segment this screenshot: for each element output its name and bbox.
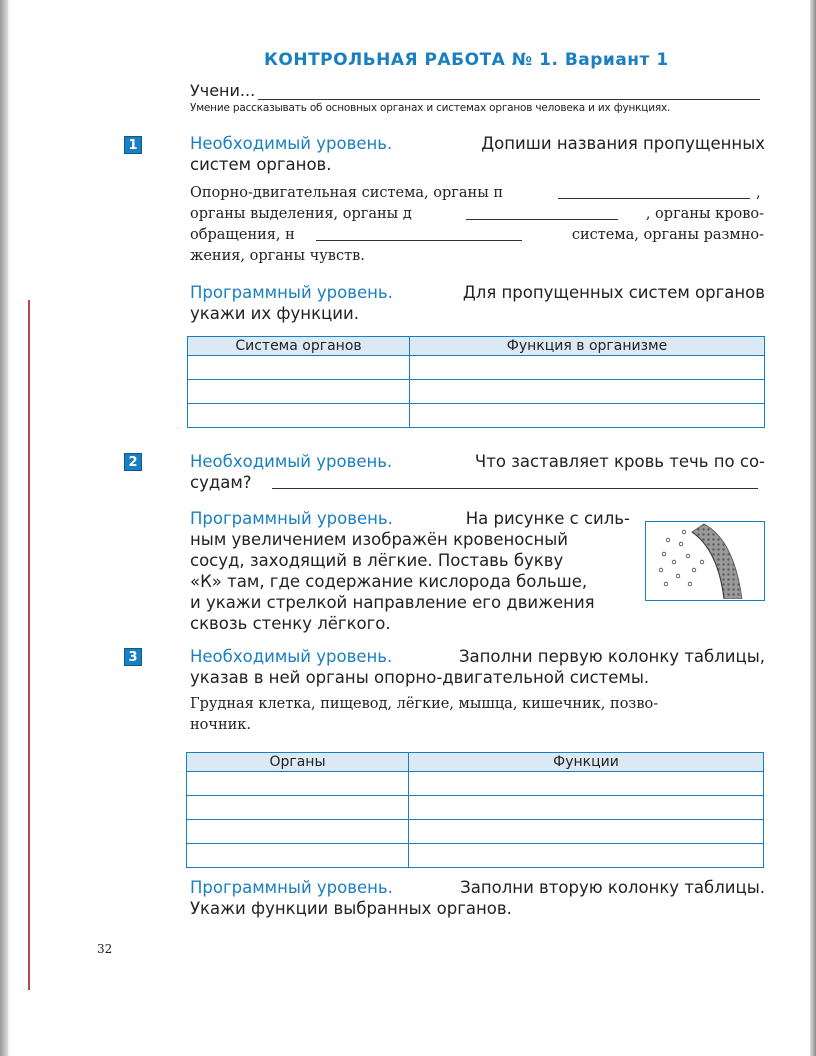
fill-text: органы выделения, органы д [190,206,412,222]
column-header: Функции [409,753,764,772]
task-text: систем органов. [190,155,332,174]
task-text: Заполни вторую колонку таблицы. [460,878,765,897]
binding-shadow [0,0,8,1056]
task-number-badge: 3 [124,648,142,666]
task-2-program [190,508,630,634]
task-3-program [190,877,765,919]
table-cell[interactable] [187,820,409,844]
task-text: указав в ней органы опорно-двигательной системы. [190,668,650,687]
level-label: Программный уровень. [190,878,393,897]
margin-rule [28,300,30,990]
organ-list-text: Грудная клетка, пищевод, лёгкие, мышца, кишечник, позво- [190,696,659,712]
table-row [188,380,765,404]
task-text: сквозь стенку лёгкого. [190,614,391,633]
fill-text: система, органы размно- [571,227,764,243]
table-cell[interactable] [409,820,764,844]
fill-text: жения, органы чувств. [190,248,365,264]
task-text: сосуд, заходящий в лёгкие. Поставь букву [190,551,564,570]
table-row [187,796,764,820]
task-text: ным увеличением изображён кровеносный [190,530,568,549]
task-1-program [190,282,765,324]
column-header: Система органов [188,337,410,356]
fill-text: обращения, н [190,227,295,243]
task-text: судам? [190,473,252,492]
task-1-table [187,336,765,428]
blank-line[interactable] [316,240,522,241]
fill-text: , органы крово- [645,206,764,222]
level-label: Необходимый уровень. [190,452,393,471]
task-3-basic [190,646,765,688]
task-3-organ-list [190,694,768,736]
level-label: Программный уровень. [190,509,393,528]
column-header: Функция в организме [410,337,765,356]
student-label: Учени... [190,81,256,100]
table-row [187,772,764,796]
table-cell[interactable] [410,356,765,380]
page-edge-shadow [810,0,816,1056]
task-text: Что заставляет кровь течь по со- [474,452,765,471]
task-text: На рисунке с силь- [465,509,630,528]
table-cell[interactable] [409,796,764,820]
table-cell[interactable] [409,844,764,868]
task-number-badge: 1 [124,136,142,154]
blank-line[interactable] [466,219,618,220]
task-1-basic [190,133,765,175]
task-1-fill-text: Опорно-двигательная система, органы п , органы выделения, органы д , органы крово- обращения, н система, органы размно- жения, органы чувств. [190,183,768,267]
level-label: Необходимый уровень. [190,647,393,666]
table-row [188,356,765,380]
answer-line[interactable] [272,488,758,489]
task-text: Заполни первую колонку таблицы, [458,647,765,666]
task-3-table [186,752,764,868]
table-cell[interactable] [410,380,765,404]
table-cell[interactable] [409,772,764,796]
table-cell[interactable] [188,404,410,428]
table-row [187,844,764,868]
page-number: 32 [97,942,113,956]
task-number-badge: 2 [124,453,142,471]
task-text: Для пропущенных систем органов [462,283,765,302]
task-text: «К» там, где содержание кислорода больше, [190,572,588,591]
blood-vessel-illustration-icon[interactable] [645,521,765,601]
student-name-field[interactable] [258,99,760,100]
table-cell[interactable] [187,772,409,796]
task-text: Укажи функции выбранных органов. [190,899,512,918]
task-2-basic [190,451,765,493]
level-label: Программный уровень. [190,283,393,302]
task-text: и укажи стрелкой направление его движения [190,593,595,612]
task-text: Допиши названия пропущенных [481,134,765,153]
table-cell[interactable] [187,844,409,868]
table-cell[interactable] [410,404,765,428]
table-row [187,820,764,844]
organ-list-text: ночник. [190,717,251,733]
column-header: Органы [187,753,409,772]
table-cell[interactable] [187,796,409,820]
level-label: Необходимый уровень. [190,134,393,153]
table-cell[interactable] [188,380,410,404]
skill-description: Умение рассказывать об основных органах и системах органов человека и их функциях. [190,102,671,114]
fill-text: Опорно-двигательная система, органы п [190,185,504,201]
blank-line[interactable] [558,198,750,199]
task-text: укажи их функции. [190,304,359,323]
table-cell[interactable] [188,356,410,380]
table-row [188,404,765,428]
page-title: КОНТРОЛЬНАЯ РАБОТА № 1. Вариант 1 [264,50,669,70]
